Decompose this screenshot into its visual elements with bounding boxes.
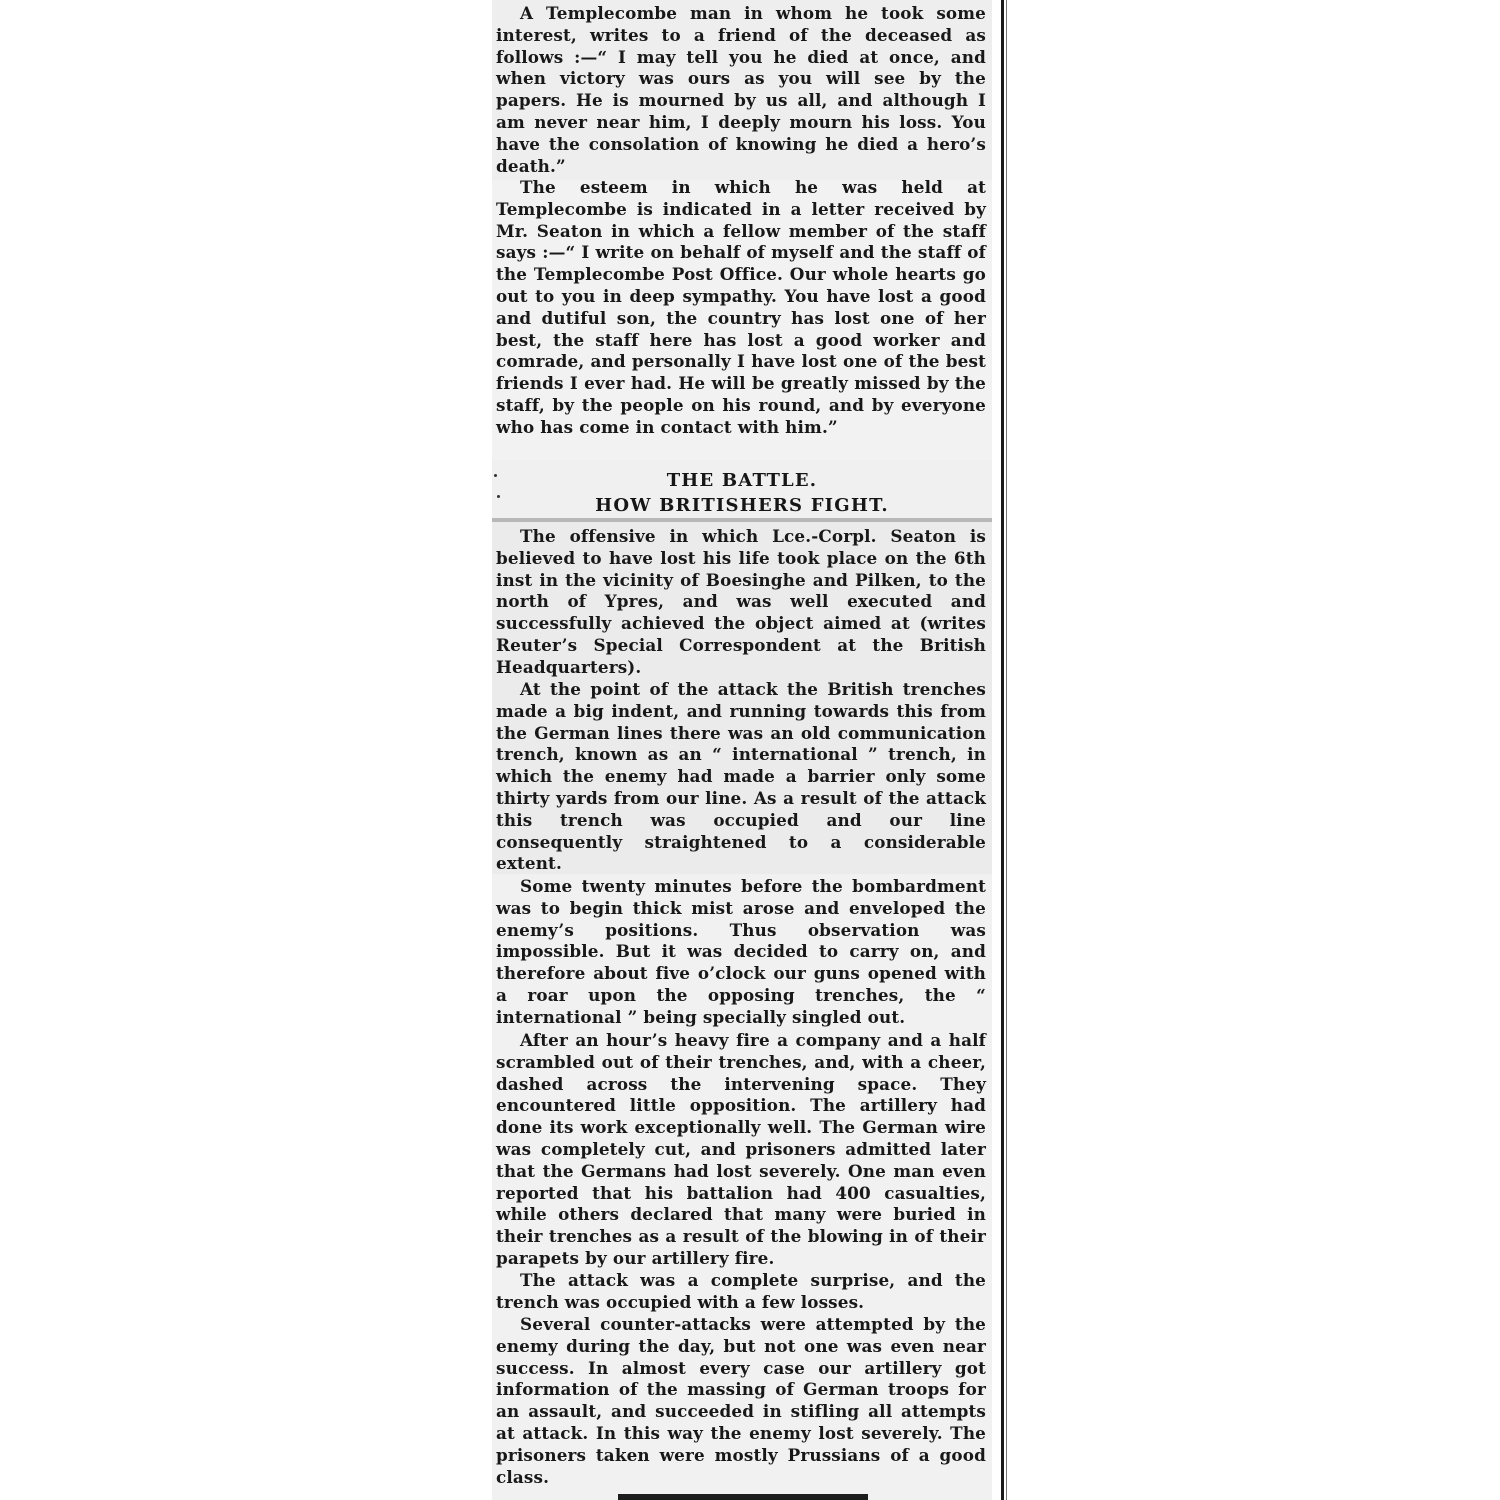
paragraph-counter-attacks: Several counter-attacks were attempted by the enemy during the day, but not one was even near success. In almost every case our artillery got information of the massing of German troops for an assault, and succeeded in stifling all attempts at attack. In this way the enemy lost severely. The prisoners taken were mostly Prussians of a good class. xyxy=(496,1314,986,1487)
ink-speck xyxy=(497,495,500,498)
paragraph-offensive: The offensive in which Lce.-Corpl. Seaton is believed to have lost his life took place on the 6th inst in the vicinity of Boesinghe and Pilken, to the north of Ypres, and was well executed and successfully achieved the object aimed at (writes Reuter’s Special Correspondent at the British Headquarters). xyxy=(496,526,986,677)
article-text xyxy=(492,0,992,1500)
column-rule-thin xyxy=(1006,0,1007,1500)
paragraph-templecombe-man: A Templecombe man in whom he took some interest, writes to a friend of the deceased as follows :—“ I may tell you he died at once, and when victory was ours as you will see by the papers. He is mourned by us all, and although I am never near him, I deeply mourn his loss. You have the consolation of knowing he died a hero’s death.” xyxy=(496,3,986,176)
bottom-rule xyxy=(618,1494,868,1500)
paragraph-surprise: The attack was a complete surprise, and the trench was occupied with a few losses. xyxy=(496,1270,986,1312)
paragraph-point-of-attack: At the point of the attack the British trenches made a big indent, and running towards this from the German lines there was an old communication trench, known as an “ international ” trench, in which the enemy had made a barrier only some thirty yards from our line. As a result of the attack this trench was occupied and our line consequently straightened to a considerable extent. xyxy=(496,679,986,874)
paragraph-heavy-fire: After an hour’s heavy fire a company and a half scrambled out of their trenches, and, with a cheer, dashed across the intervening space. They encountered little opposition. The artillery had done its work exceptionally well. The German wire was completely cut, and prisoners admitted later that the Germans had lost severely. One man even reported that his battalion had 400 casualties, while others declared that many were buried in their trenches as a result of the blowing in of their parapets by our artillery fire. xyxy=(496,1030,986,1268)
paragraph-mist: Some twenty minutes before the bombardment was to begin thick mist arose and enveloped the enemy’s positions. Thus observation was impossible. But it was decided to carry on, and therefore about five o’clock our guns opened with a roar upon the opposing trenches, the “ international ” being specially singled out. xyxy=(496,876,986,1027)
section-heading: THE BATTLE. xyxy=(666,470,818,491)
ink-speck xyxy=(494,474,497,477)
column-rule xyxy=(1001,0,1004,1500)
section-subheading: HOW BRITISHERS FIGHT. xyxy=(595,495,889,516)
paragraph-esteem-letter: The esteem in which he was held at Templecombe is indicated in a letter received by Mr. Seaton in which a fellow member of the staff says :—“ I write on behalf of myself and the staff of the Templecombe Post Office. Our whole hearts go out to you in deep sympathy. You have lost a good and dutiful son, the country has lost one of her best, the staff here has lost a good worker and comrade, and personally I have lost one of the best friends I ever had. He will be greatly missed by the staff, by the people on his round, and by everyone who has come in contact with him.” xyxy=(496,177,986,437)
